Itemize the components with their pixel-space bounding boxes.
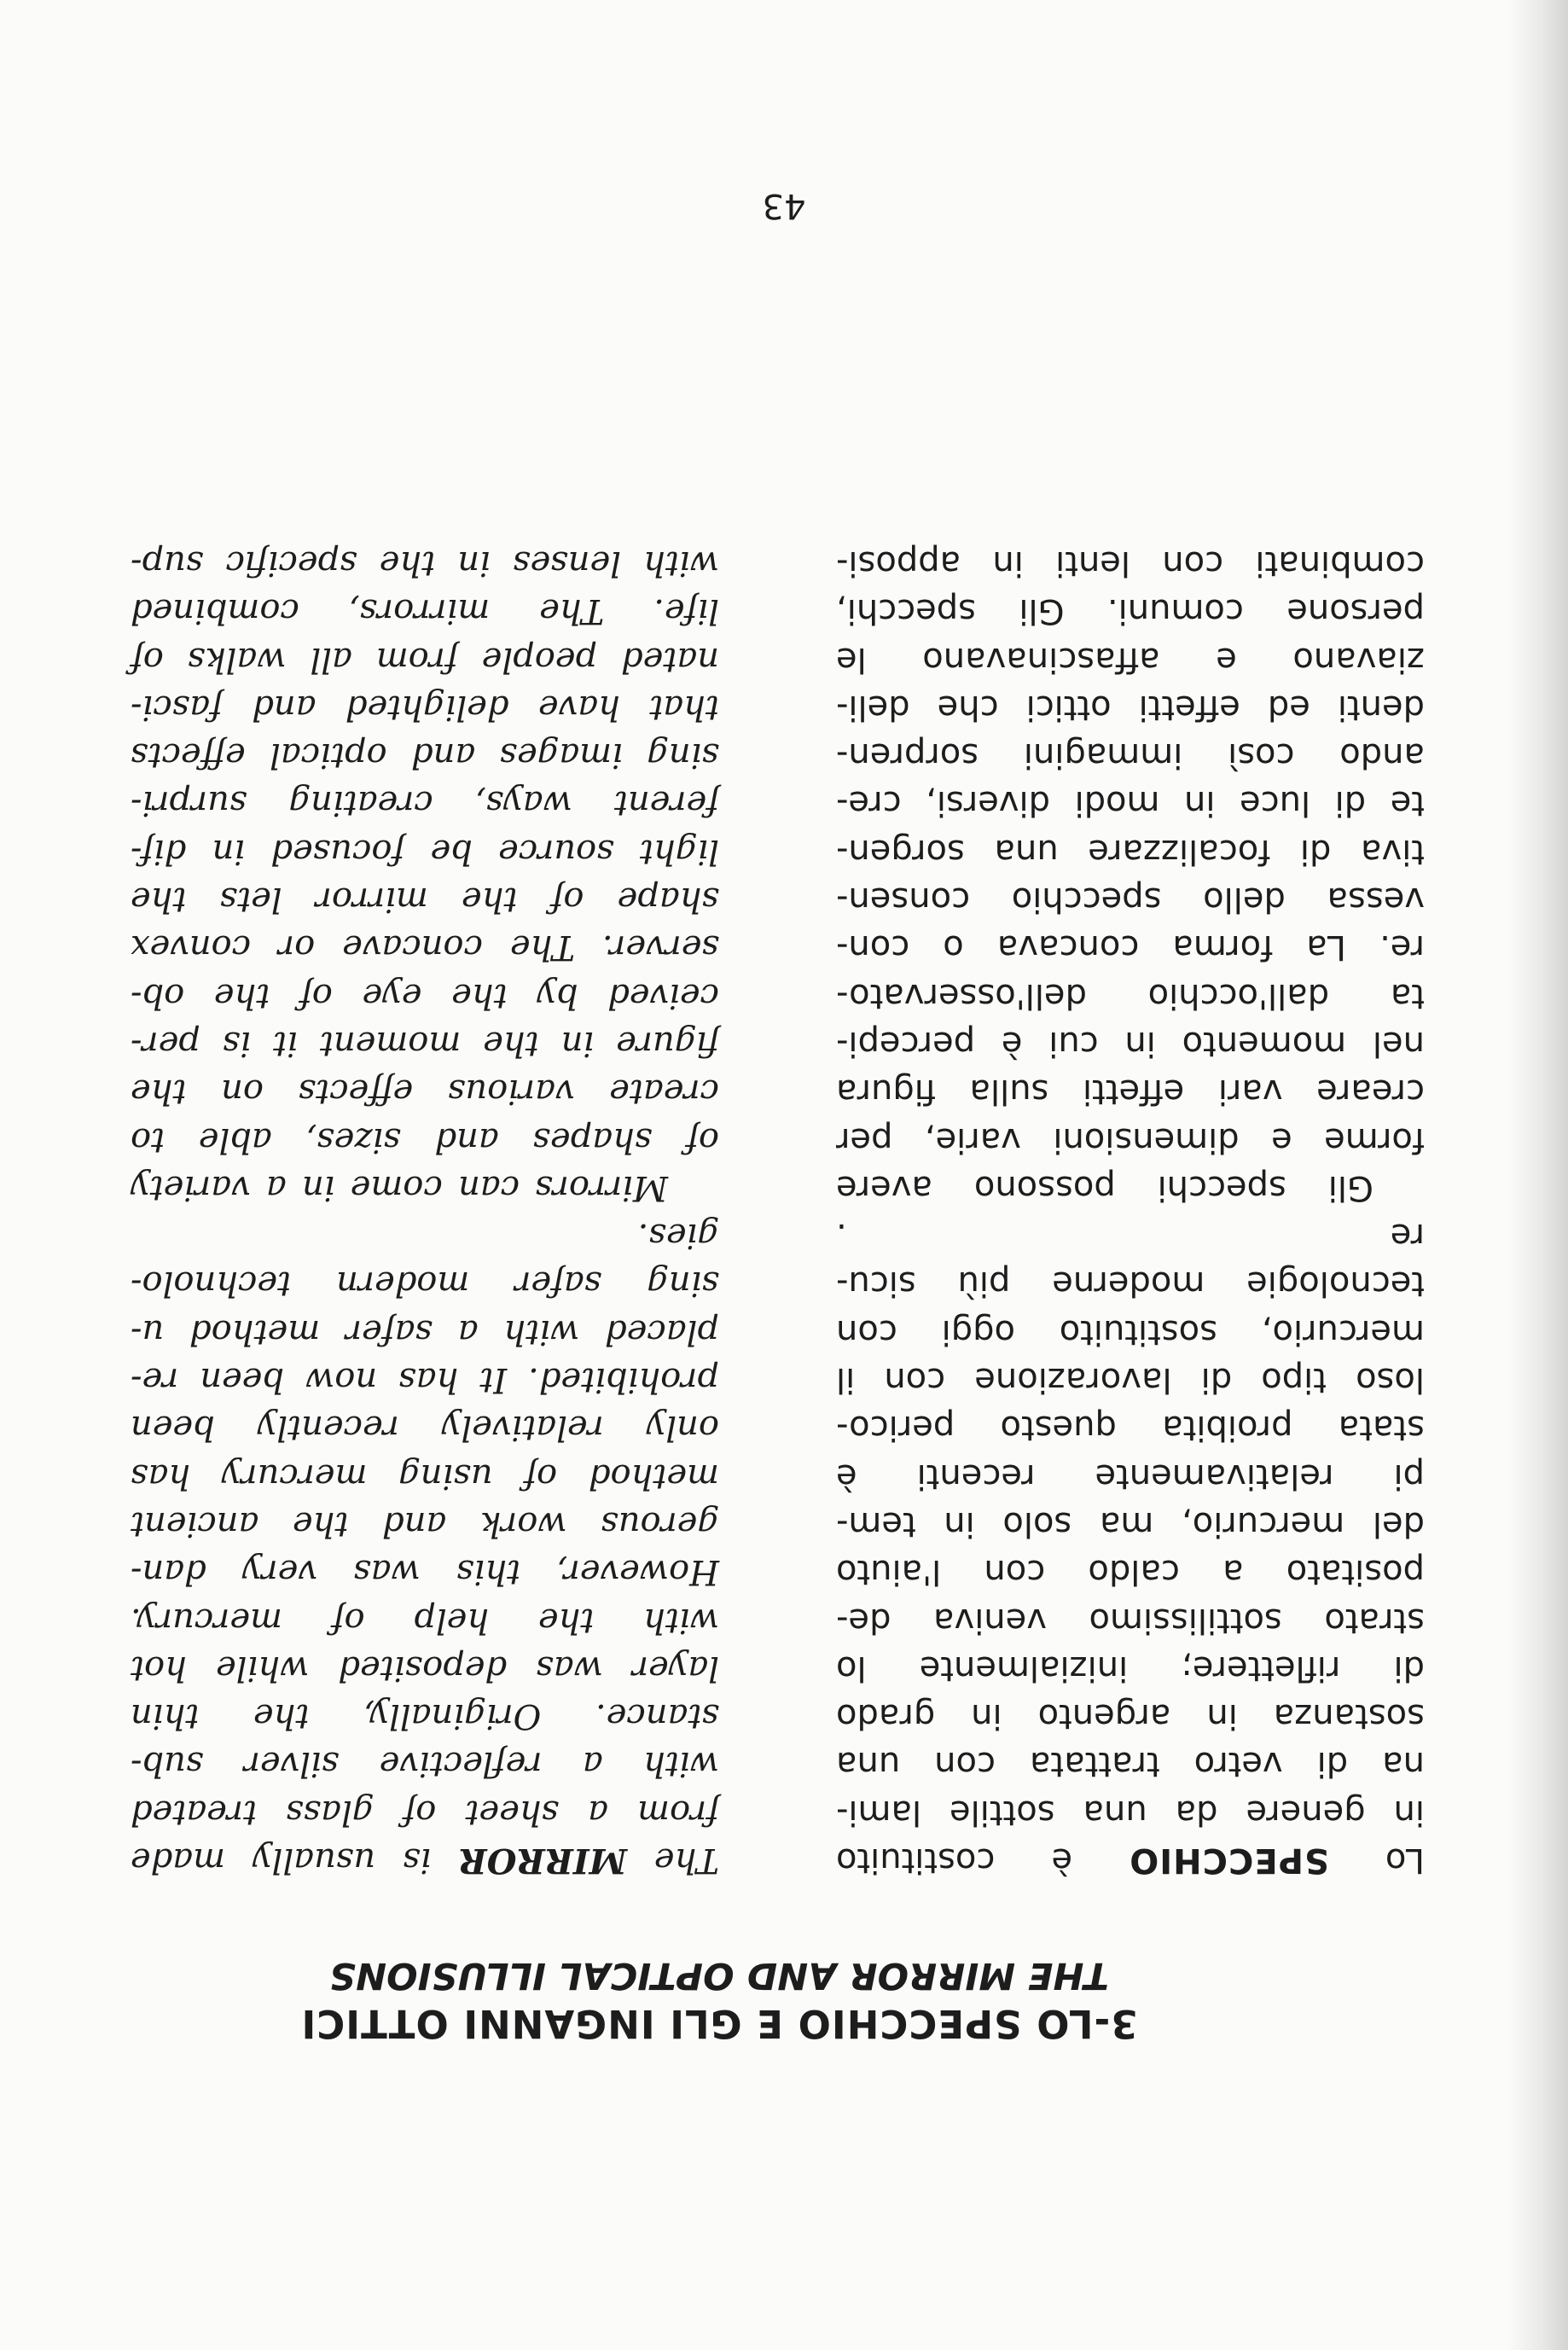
text-line: with a reflective silver sub- [131,1744,719,1784]
text-line: gies. [637,1216,719,1256]
key-term: MIRROR [458,1841,627,1881]
text-line: of shapes and sizes, able to [131,1120,719,1160]
text-line: shape of the mirror lets the [131,880,719,920]
text-line: with the help of mercury. [131,1600,719,1640]
text-line: The MIRROR is usually made [131,1841,719,1881]
paragraph [836,539,1425,1212]
text-line: na di vetro trattata con una [836,1744,1425,1784]
text-line: combinati con lenti in apposi- [836,543,1425,583]
text-line: nel momento in cui è percepi- [836,1023,1425,1063]
key-term: SPECCHIO [1129,1841,1329,1880]
text-line: ta dall'occhio dell'osservato- [836,975,1425,1015]
text-line: prohibited. It has now been re- [131,1360,719,1400]
text-line: only relatively recently been [131,1408,719,1448]
text-line: gerous work and the ancient [131,1504,719,1544]
text-line: However, this was very dan- [131,1552,719,1592]
text-line: layer was deposited while hot [131,1648,719,1688]
text-line: Lo SPECCHIO è costituito [836,1841,1425,1880]
text-line: life. The mirrors, combined [131,591,719,631]
paragraph [131,539,719,1212]
text-line: positato a caldo con l'aiuto [836,1552,1425,1592]
text-line: from a sheet of glass treated [131,1792,719,1832]
text-line: pi relativamente recenti è [836,1456,1425,1496]
text-line: forme e dimensioni varie, per [836,1120,1425,1160]
paragraph [836,1212,1425,1884]
text-line: create various effects on the [131,1072,719,1112]
text-line: sing images and optical effects [131,736,719,776]
chapter-title-english: THE MIRROR AND OPTICAL ILLUSIONS [329,1954,1109,1997]
text-line: del mercurio, ma solo in tem- [836,1504,1425,1544]
text-line: placed with a safer method u- [131,1312,719,1352]
text-line: stance. Originally, the thin [131,1696,719,1736]
paragraph [131,1212,719,1884]
text-line: denti ed effetti ottici che deli- [836,687,1425,727]
page-number: 43 [762,186,806,225]
text-line: ziavano e affascinavano le [836,639,1425,679]
text-line: mercurio, sostituito oggi con [836,1312,1425,1352]
text-line: persone comuni. Gli specchi, [836,591,1425,631]
italian-text-column [836,539,1425,1884]
text-line: tiva di focalizzare una sorgen- [836,831,1425,871]
text-line: nated people from all walks of [131,639,719,679]
text-line: in genere da una sottile lami- [836,1792,1425,1832]
text-line: Gli specchi possono avere [836,1167,1373,1207]
text-line: sing safer modern technolo- [131,1264,719,1304]
text-line: strato sottilissimo veniva de- [836,1600,1425,1640]
text-line: light source be focused in dif- [131,831,719,871]
text-line: ceived by the eye of the ob- [131,975,719,1015]
text-line: re. La forma concava o con- [836,928,1425,968]
text-line: stata proibita questo perico- [836,1408,1425,1448]
text-line: te di luce in modi diversi, cre- [836,783,1425,823]
text-line: server. The concave or convex [131,928,719,968]
text-line: vessa dello specchio consen- [836,880,1425,920]
text-line: figure in the moment it is per- [131,1023,719,1063]
text-line: creare vari effetti sulla figura [836,1072,1425,1112]
text-line: tecnologie moderne più sicu- [836,1264,1425,1304]
text-line: re . [836,1216,1425,1256]
text-line: method of using mercury has [131,1456,719,1496]
text-line: ando così immagini sorpren- [836,736,1425,776]
english-text-column [131,539,719,1884]
chapter-title [293,1952,1146,2047]
text-line: that have delighted and fasci- [131,687,719,727]
text-line: loso tipo di lavorazione con il [836,1360,1425,1400]
text-line: sostanza in argento in grado [836,1696,1425,1736]
chapter-title-italian: 3-LO SPECCHIO E GLI INGANNI OTTICI [300,2001,1138,2046]
text-line: di riflettere; inizialmente lo [836,1648,1425,1688]
text-line: ferent ways, creating surpri- [131,783,719,823]
text-line: Mirrors can come in a variety [131,1167,668,1207]
text-line: with lenses in the specific sup- [131,543,719,583]
